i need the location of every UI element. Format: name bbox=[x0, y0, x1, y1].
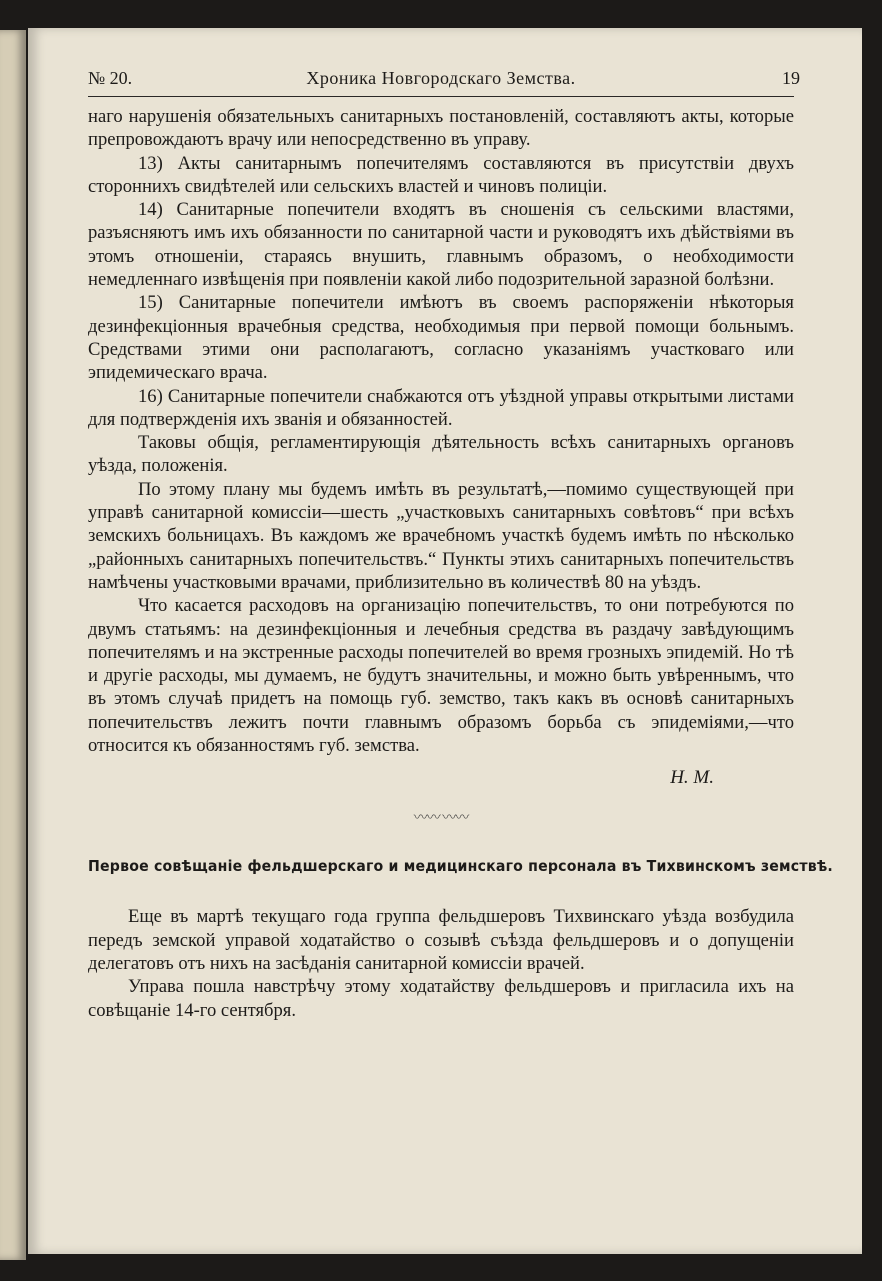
section-body bbox=[88, 905, 794, 1021]
issue-number: № 20. bbox=[88, 68, 133, 88]
paragraph: 15) Санитарные попечители имѣютъ въ своемъ распоряженіи нѣкоторыя дезинфекціонныя врачебныя средства, необходимыя при первой помощи больнымъ. Средствами этими они располагаютъ, согласно указаніямъ участковаго или эпидемическаго врача. bbox=[88, 292, 794, 384]
paragraph: наго нарушенія обязательныхъ санитарныхъ постановленій, составляютъ акты, которые препровождаютъ врачу или непосредственно въ управу. bbox=[88, 106, 794, 151]
page-content bbox=[88, 66, 833, 1022]
previous-page-edge bbox=[0, 30, 26, 1260]
paragraph: 16) Санитарные попечители снабжаются отъ уѣздной управы открытыми листами для подтвержденія ихъ званія и обязанностей. bbox=[88, 385, 794, 430]
section-divider: 〰〰 〰〰 bbox=[413, 811, 469, 827]
section-heading: Первое совѣщаніе фельдшерскаго и медицинскаго персонала въ Тихвинскомъ земствѣ. bbox=[88, 857, 833, 876]
document-page bbox=[28, 28, 862, 1254]
page-number: 19 bbox=[782, 68, 800, 88]
paragraph: Управа пошла навстрѣчу этому ходатайству фельдшеровъ и пригласила ихъ на совѣщаніе 14-го сентября. bbox=[88, 976, 794, 1021]
paragraph: Таковы общія, регламентирующія дѣятельность всѣхъ санитарныхъ органовъ уѣзда, положенія. bbox=[88, 432, 794, 477]
running-header bbox=[88, 66, 800, 97]
paragraph: 13) Акты санитарнымъ попечителямъ составляются въ присутствіи двухъ стороннихъ свидѣтелей или сельскихъ властей и чиновъ полиціи. bbox=[88, 152, 794, 197]
journal-title: Хроника Новгородскаго Земства. bbox=[306, 68, 576, 88]
paragraph: По этому плану мы будемъ имѣть въ результатѣ,—помимо существующей при управѣ санитарной комиссіи—шесть „участковыхъ санитарныхъ совѣтовъ“ при всѣхъ земскихъ больницахъ. Въ каждомъ же врачебномъ участкѣ будемъ имѣть по нѣсколько „районныхъ санитарныхъ попечительствъ.“ Пункты этихъ санитарныхъ попечительствъ намѣчены участковыми врачами, приблизительно въ количествѣ 80 на уѣздъ. bbox=[88, 478, 794, 593]
article-body bbox=[88, 105, 794, 757]
paragraph: Что касается расходовъ на организацію попечительствъ, то они потребуются по двумъ статьямъ: на дезинфекціонныя и лечебныя средства въ раздачу завѣдующимъ попечителямъ и на экстренные расходы попечителей во время грозныхъ эпидемій. Но тѣ и другіе расходы, мы думаемъ, не будутъ значительны, и можно быть увѣреннымъ, что въ этомъ случаѣ придетъ на помощь губ. земство, такъ какъ въ основѣ санитарныхъ попечительствъ лежитъ почти главнымъ образомъ борьба съ эпидеміями,—что относится къ обязанностямъ губ. земства. bbox=[88, 595, 794, 757]
author-signature: Н. М. bbox=[670, 767, 714, 789]
paragraph: 14) Санитарные попечители входятъ въ сношенія съ сельскими властями, разъясняютъ имъ ихъ обязанности по санитарной части и руководятъ ихъ дѣйствіями въ этомъ отношеніи, стараясь внушить, главнымъ образомъ, о необходимости немедленнаго извѣщенія при появленіи какой либо подозрительной заразной болѣзни. bbox=[88, 199, 794, 291]
paragraph: Еще въ мартѣ текущаго года группа фельдшеровъ Тихвинскаго уѣзда возбудила передъ земской управой ходатайство о созывѣ съѣзда фельдшеровъ и о допущеніи делегатовъ отъ нихъ на засѣданія санитарной комиссіи врачей. bbox=[88, 906, 794, 974]
